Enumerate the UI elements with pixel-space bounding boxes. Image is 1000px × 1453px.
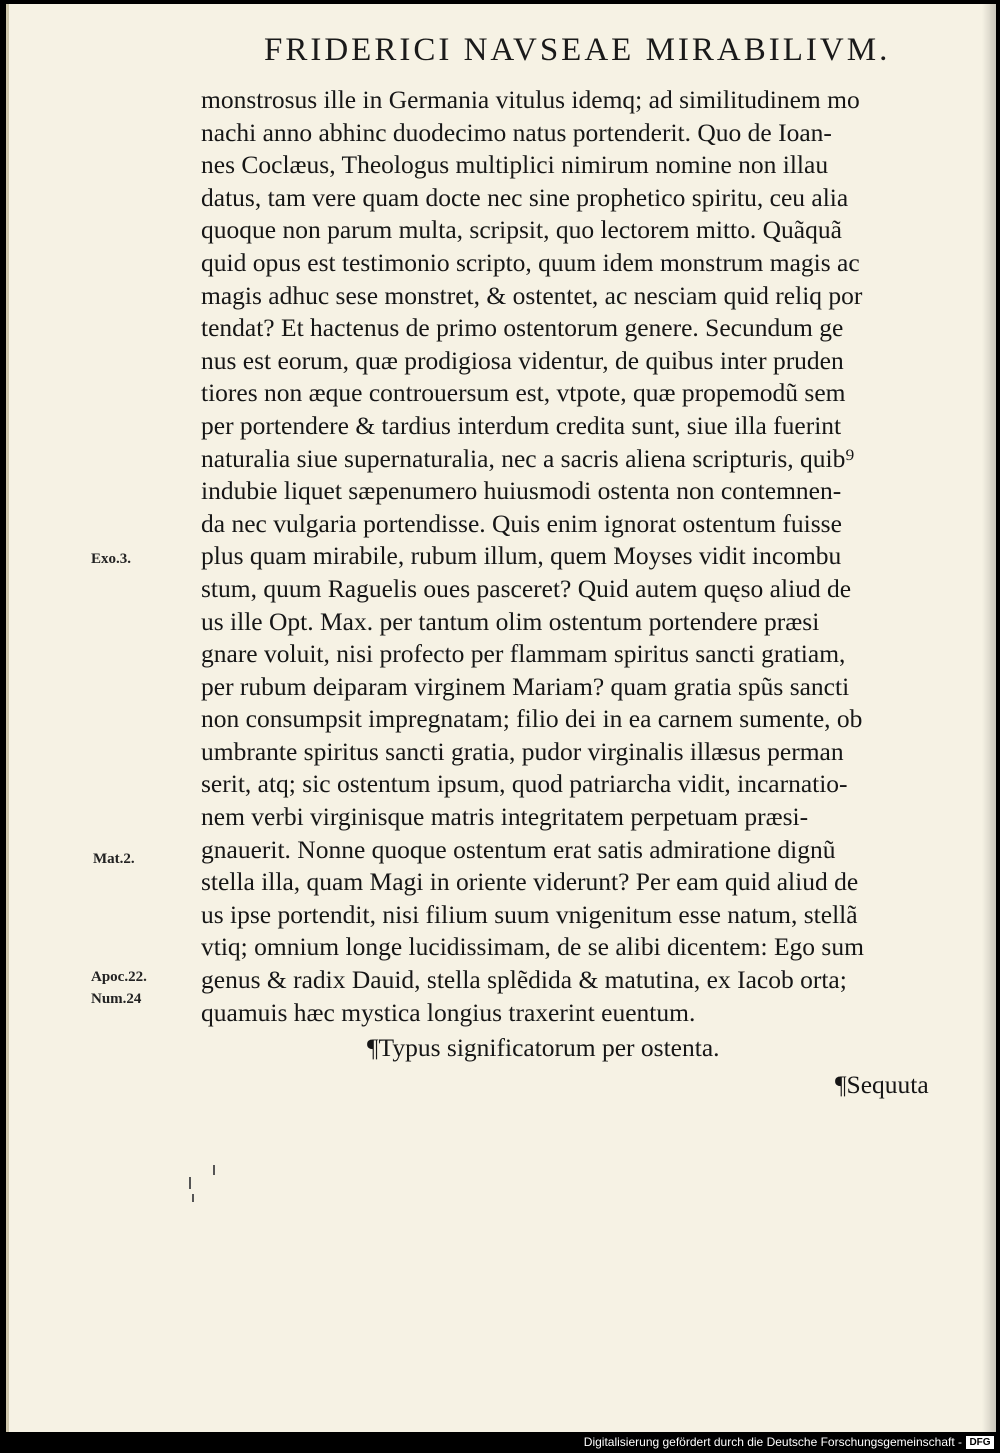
text-line: datus, tam vere quam docte nec sine prophetico spiritu, ceu alia [201, 182, 849, 212]
text-line: quoque non parum multa, scripsit, quo lectorem mitto. Quãquã [201, 215, 842, 245]
text-line: us ille Opt. Max. per tantum olim ostentum portendere præsi [201, 606, 820, 636]
text-line: per rubum deiparam virginem Mariam? quam gratia spũs sancti [201, 671, 850, 701]
paper-speck [192, 1194, 194, 1202]
text-line: nes Coclæus, Theologus multiplici nimirum nomine non illau [201, 150, 829, 180]
margin-note-matthew: Mat.2. [93, 851, 135, 867]
page-gutter-shadow [982, 4, 996, 1432]
text-line: stum, quum Raguelis oues pasceret? Quid autem quęso aliud de [201, 573, 852, 603]
paper-speck [213, 1165, 215, 1175]
text-line: genus & radix Dauid, stella splẽdida & matutina, ex Iacob orta; [201, 965, 847, 995]
text-line: non consumpsit impregnatam; filio dei in ea carnem sumente, ob [201, 704, 863, 734]
text-line: nus est eorum, quæ prodigiosa videntur, de quibus inter pruden [201, 345, 844, 375]
paper-speck [189, 1177, 191, 1189]
footer-bar [0, 1433, 1000, 1453]
text-line: plus quam mirabile, rubum illum, quem Moyses vidit incombu [201, 541, 842, 571]
text-line: nem verbi virginisque matris integritatem perpetuam præsi- [201, 802, 809, 832]
text-line: magis adhuc sese monstret, & ostentet, ac nesciam quid reliq por [201, 280, 863, 310]
book-page [6, 4, 996, 1432]
text-line: stella illa, quam Magi in oriente viderunt? Per eam quid aliud de [201, 867, 859, 897]
text-line: quamuis hæc mystica longius traxerint euentum. [201, 997, 696, 1027]
text-line: vtiq; omnium longe lucidissimam, de se alibi dicentem: Ego sum [201, 932, 864, 962]
text-line: indubie liquet sæpenumero huiusmodi ostenta non contemnen- [201, 476, 842, 506]
margin-note-numbers: Num.24 [91, 991, 142, 1007]
footer-credit: Digitalisierung gefördert durch die Deutsche Forschungsgemeinschaft - [583, 1435, 962, 1449]
text-line: gnauerit. Nonne quoque ostentum erat satis admiratione dignũ [201, 834, 836, 864]
text-line: quid opus est testimonio scripto, quum idem monstrum magis ac [201, 247, 860, 277]
figure-caption: ¶Typus significatorum per ostenta. [367, 1033, 720, 1062]
margin-note-apocalypse: Apoc.22. [91, 969, 147, 985]
text-line: tiores non æque controuersum est, vtpote, quæ propemodũ sem [201, 378, 846, 408]
text-line: tendat? Et hactenus de primo ostentorum genere. Secundum ge [201, 313, 844, 343]
text-line: umbrante spiritus sancti gratia, pudor virginalis illæsus perman [201, 736, 844, 766]
text-line: naturalia siue supernaturalia, nec a sacris aliena scripturis, quib⁹ [201, 443, 855, 473]
margin-note-exodus: Exo.3. [91, 551, 132, 567]
text-line: nachi anno abhinc duodecimo natus portenderit. Quo de Ioan- [201, 117, 832, 147]
text-line: gnare voluit, nisi profecto per flammam spiritus sancti gratiam, [201, 639, 846, 669]
running-head: FRIDERICI NAVSEAE MIRABILIVM. [264, 32, 891, 68]
text-line: da nec vulgaria portendisse. Quis enim ignorat ostentum fuisse [201, 508, 842, 538]
body-text [201, 84, 981, 1029]
text-line: us ipse portendit, nisi filium suum vnigenitum esse natum, stellã [201, 899, 858, 929]
text-line: per portendere & tardius interdum credita sunt, siue illa fuerint [201, 410, 842, 440]
text-line: monstrosus ille in Germania vitulus idemq; ad similitudinem mo [201, 85, 860, 114]
catchword: ¶Sequuta [835, 1070, 929, 1099]
text-line: serit, atq; sic ostentum ipsum, quod patriarcha vidit, incarnatio- [201, 769, 848, 799]
dfg-logo: DFG [966, 1436, 994, 1449]
